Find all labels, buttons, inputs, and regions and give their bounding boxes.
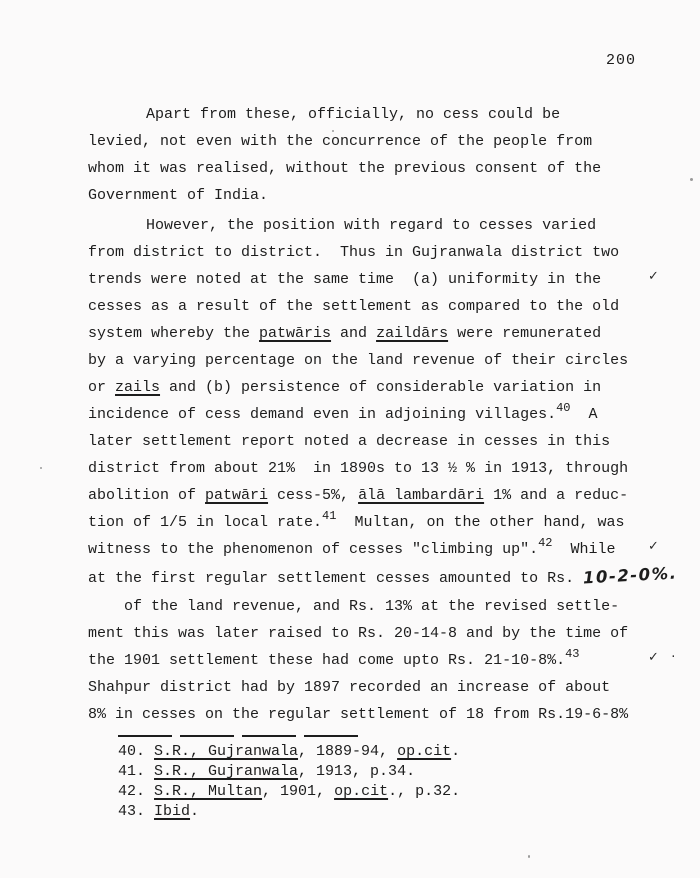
text-segment: were remunerated [448,325,602,342]
text-segment: 1% and a reduc- [484,487,629,504]
underlined-term: Ibid [154,803,191,820]
text-segment: ment this was later raised to Rs. 20-14-8 and by the time of [88,625,629,642]
text-segment: cess-5%, [268,487,359,504]
text-segment: A [570,406,598,423]
text-segment: , 1889-94, [298,743,398,760]
scan-speck [690,178,693,181]
footnote-ref: 43 [565,647,580,661]
page-number: 200 [606,52,637,69]
underlined-term: op.cit [397,743,452,760]
text-segment: incidence of cess demand even in adjoining villages. [88,406,557,423]
paragraphs [88,101,688,728]
underlined-term: zails [115,379,161,396]
text-line [88,428,688,455]
text-segment: 42. [118,783,155,800]
text-line [88,128,688,155]
footnote-ref: 42 [538,536,553,550]
text-segment: by a varying percentage on the land revenue of their circles [88,352,629,369]
footnote [118,802,688,822]
text-segment: whom it was realised, without the previous consent of the [88,160,602,177]
text-line [88,701,688,728]
text-segment: levied, not even with the concurrence of the people from [88,133,593,150]
underlined-term: ālā lambardāri [358,487,485,504]
handwritten-amount: 10-2-0%. [582,563,678,588]
text-segment: district from about 21% in 1890s to 13 ½ % in 1913, through [88,460,629,477]
text-line [88,620,688,647]
text-segment: Multan, on the other hand, was [336,514,625,531]
text-line [88,239,688,266]
underlined-term: patwāris [259,325,332,342]
text-line [88,182,688,209]
text-segment: abolition of [88,487,206,504]
text-segment: witness to the phenomenon of cesses "climbing up". [88,541,539,558]
text-segment: cesses as a result of the settlement as compared to the old [88,298,620,315]
text-line [88,593,688,620]
text-segment: system whereby the [88,325,260,342]
margin-checkmark: ✓ [648,539,659,554]
text-line [88,647,688,674]
text-segment: . [190,803,200,820]
text-line [88,482,688,509]
text-line [88,509,688,536]
text-line [88,455,688,482]
text-line [88,536,688,563]
text-segment: 43. [118,803,155,820]
text-line [88,212,688,239]
text-segment: the 1901 settlement these had come upto Rs. 21-10-8%. [88,652,566,669]
footnote [118,762,688,782]
text-line [88,293,688,320]
text-segment: Shahpur district had by 1897 recorded an increase of about [88,679,611,696]
footnote [118,742,688,762]
scan-speck [40,467,42,469]
text-line [88,401,688,428]
text-line [88,101,688,128]
text-segment: later settlement report noted a decrease in cesses in this [88,433,611,450]
text-segment: tion of 1/5 in local rate. [88,514,323,531]
text-line [88,155,688,182]
footnote-separator [118,735,366,737]
text-segment: or [88,379,116,396]
underlined-term: zaildārs [376,325,449,342]
text-segment: 40. [118,743,155,760]
text-line [88,266,688,293]
text-line [88,347,688,374]
text-line [88,374,688,401]
text-segment: 8% in cesses on the regular settlement of 18 from Rs.19-6-8% [88,706,629,723]
text-segment: of the land revenue, and Rs. 13% at the revised settle- [124,598,620,615]
text-segment: While [552,541,616,558]
paragraph [88,101,688,209]
margin-checkmark: ✓ [648,269,659,284]
text-segment: . [451,743,461,760]
footnote-ref: 40 [556,401,571,415]
text-segment: Apart from these, officially, no cess could be [146,106,561,123]
text-line [88,320,688,347]
footnotes [118,742,688,822]
text-segment: trends were noted at the same time (a) uniformity in the [88,271,602,288]
scan-speck [528,855,530,858]
scan-speck [332,130,334,132]
footnote-ref: 41 [322,509,337,523]
text-segment: , 1913, p.34. [298,763,416,780]
text-segment: Government of India. [88,187,269,204]
text-segment: and (b) persistence of considerable variation in [160,379,602,396]
text-line [88,674,688,701]
underlined-term: S.R., Gujranwala [154,763,299,780]
text-segment: at the first regular settlement cesses amounted to Rs. [88,570,584,587]
paragraph [88,593,688,728]
text-segment: , 1901, [262,783,335,800]
text-line [88,563,688,590]
margin-checkmark: ✓ · [648,650,676,665]
text-segment: 41. [118,763,155,780]
underlined-term: S.R., Multan [154,783,263,800]
text-segment: from district to district. Thus in Gujranwala district two [88,244,620,261]
page-content [88,101,688,822]
text-segment: ., p.32. [388,783,461,800]
underlined-term: S.R., Gujranwala [154,743,299,760]
text-segment: However, the position with regard to cesses varied [146,217,597,234]
underlined-term: patwāri [205,487,269,504]
text-segment: and [331,325,377,342]
footnote [118,782,688,802]
underlined-term: op.cit [334,783,389,800]
paragraph [88,212,688,590]
